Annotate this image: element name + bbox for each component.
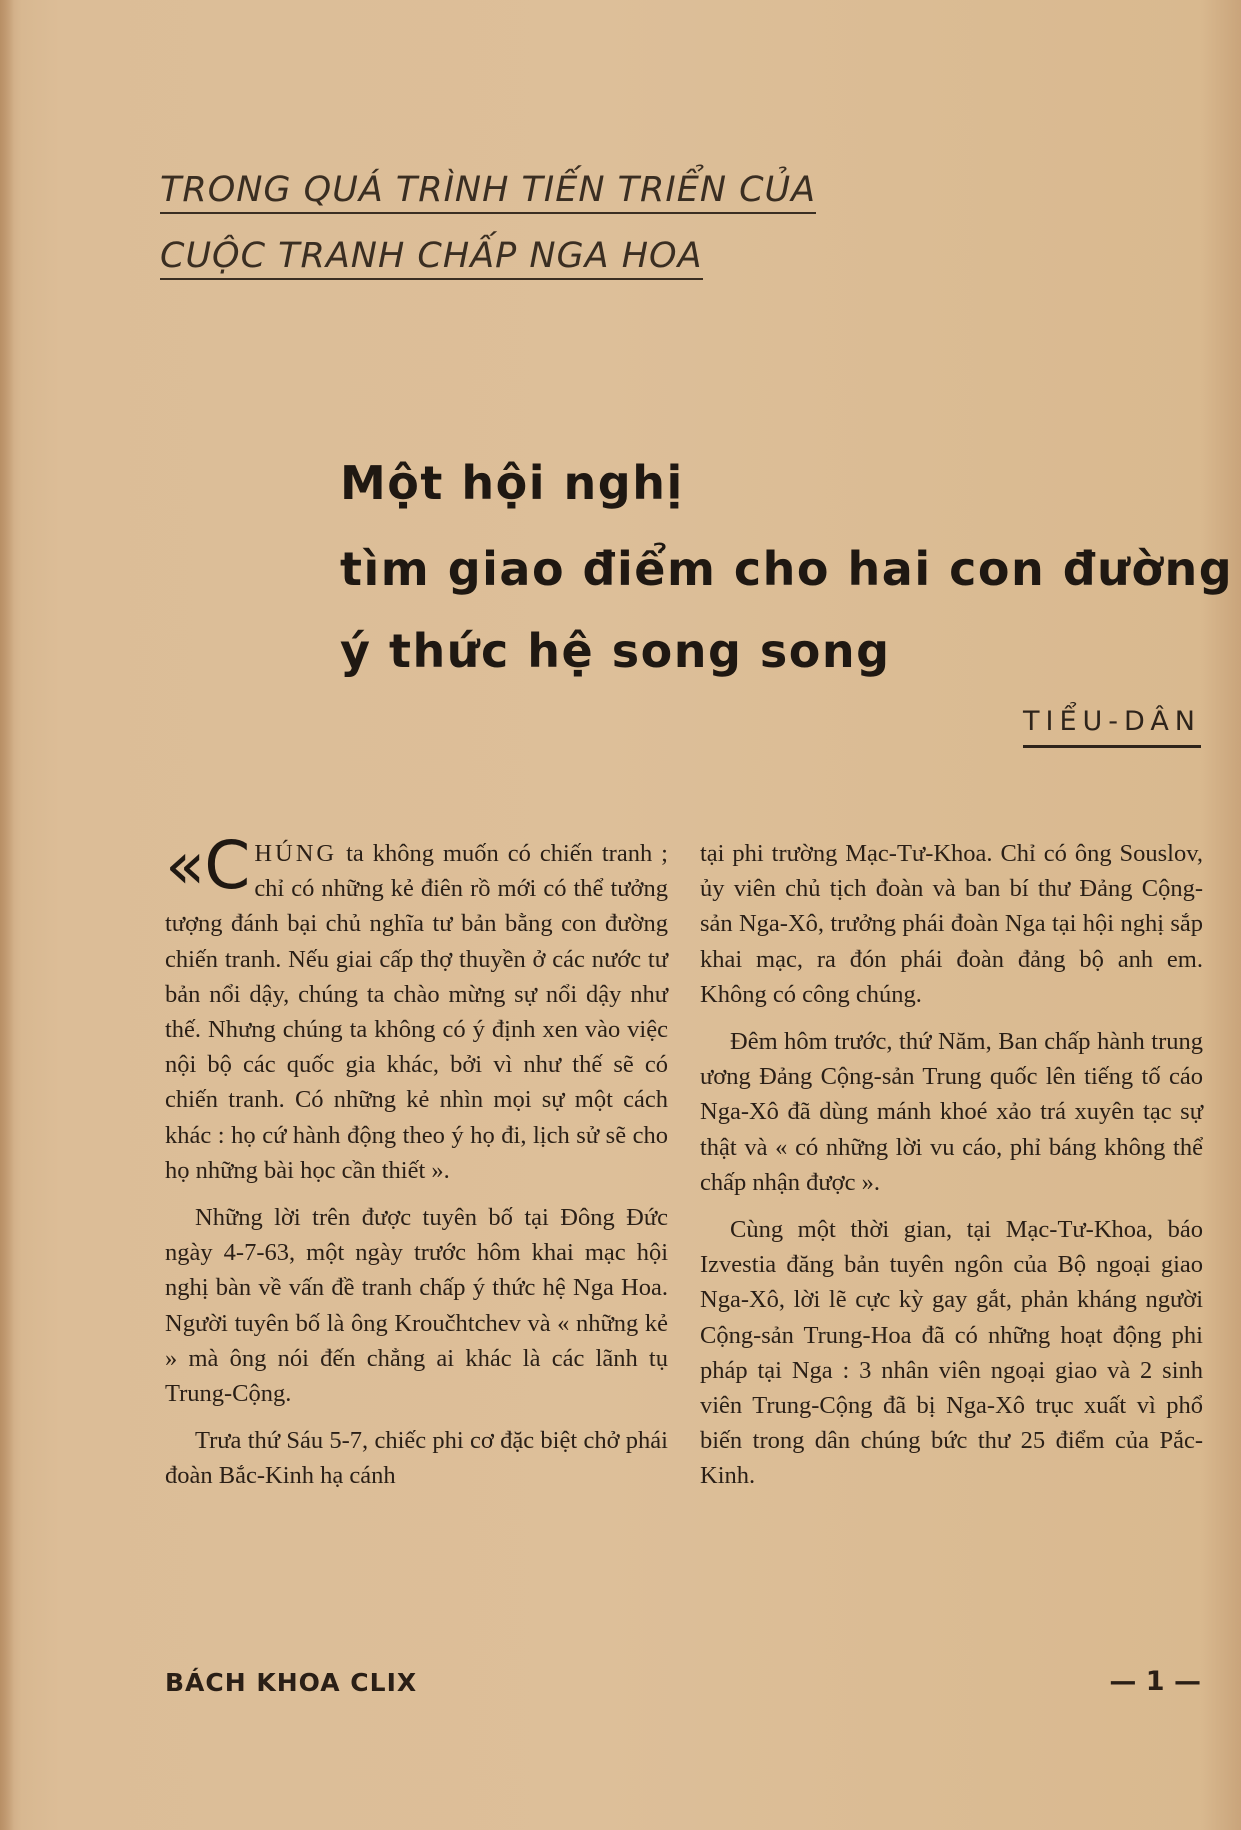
article-column-2: [700, 836, 1203, 1506]
headline-line-2: tìm giao điểm cho hai con đường: [340, 542, 1234, 596]
paragraph: Trưa thứ Sáu 5-7, chiếc phi cơ đặc biệt chở phái đoàn Bắc-Kinh hạ cánh: [165, 1427, 668, 1490]
paragraph-text: ta không muốn có chiến tranh ; chỉ có những kẻ điên rồ mới có thể tưởng tượng đánh bại chủ nghĩa tư bản bằng con đường chiến tranh. Nếu giai cấp thợ thuyền ở các nước tư bản nổi dậy, chúng ta chào mừng sự nổi dậy như thế. Nhưng chúng ta không có ý định xen vào việc nội bộ các quốc gia khác, bởi vì như thế sẽ có chiến tranh. Có những kẻ nhìn mọi sự một cách khác : họ cứ hành động theo ý họ đi, lịch sử sẽ cho họ những bài học cần thiết ».: [165, 840, 668, 1184]
kicker-line-1: TRONG QUÁ TRÌNH TIẾN TRIỂN CỦA: [160, 170, 816, 214]
paragraph: tại phi trường Mạc-Tư-Khoa. Chỉ có ông Souslov, ủy viên chủ tịch đoàn và ban bí thư Đảng Cộng-sản Nga-Xô, trưởng phái đoàn Nga tại hội nghị sắp khai mạc, ra đón phái đoàn đảng bộ anh em. Không có công chúng.: [700, 840, 1203, 1008]
article-column-1: [165, 827, 668, 1506]
drop-cap: «C: [165, 827, 251, 904]
page-number: — 1 —: [1109, 1666, 1201, 1697]
paragraph: Cùng một thời gian, tại Mạc-Tư-Khoa, báo Izvestia đăng bản tuyên ngôn của Bộ ngoại giao Nga-Xô, lời lẽ cực kỳ gay gắt, phản kháng người Cộng-sản Trung-Hoa đã có những hoạt động phi pháp tại Nga : 3 nhân viên ngoại giao và 2 sinh viên Trung-Cộng đã bị Nga-Xô trục xuất vì phổ biến trong dân chúng bức thư 25 điểm của Pắc-Kinh.: [700, 1216, 1203, 1490]
kicker-line-2: CUỘC TRANH CHẤP NGA HOA: [160, 236, 703, 280]
headline-line-3: ý thức hệ song song: [340, 624, 891, 678]
paragraph: Đêm hôm trước, thứ Năm, Ban chấp hành trung ương Đảng Cộng-sản Trung quốc lên tiếng tố cáo Nga-Xô đã dùng mánh khoé xảo trá xuyên tạc sự thật và « có những lời vu cáo, phỉ báng không thể chấp nhận được ».: [700, 1028, 1203, 1196]
paragraph: Những lời trên được tuyên bố tại Đông Đức ngày 4-7-63, một ngày trước hôm khai mạc hội nghị bàn về vấn đề tranh chấp ý thức hệ Nga Hoa. Người tuyên bố là ông Kroučhtchev và « những kẻ » mà ông nói đến chẳng ai khác là các lãnh tụ Trung-Cộng.: [165, 1204, 668, 1408]
page-edge-shadow: [0, 0, 14, 1830]
author-byline: TIỂU-DÂN: [1023, 706, 1201, 748]
lead-word: HÚNG: [254, 840, 338, 867]
paragraph: [165, 827, 668, 1188]
publication-name: BÁCH KHOA CLIX: [165, 1668, 418, 1697]
headline-line-1: Một hội nghị: [340, 456, 684, 510]
